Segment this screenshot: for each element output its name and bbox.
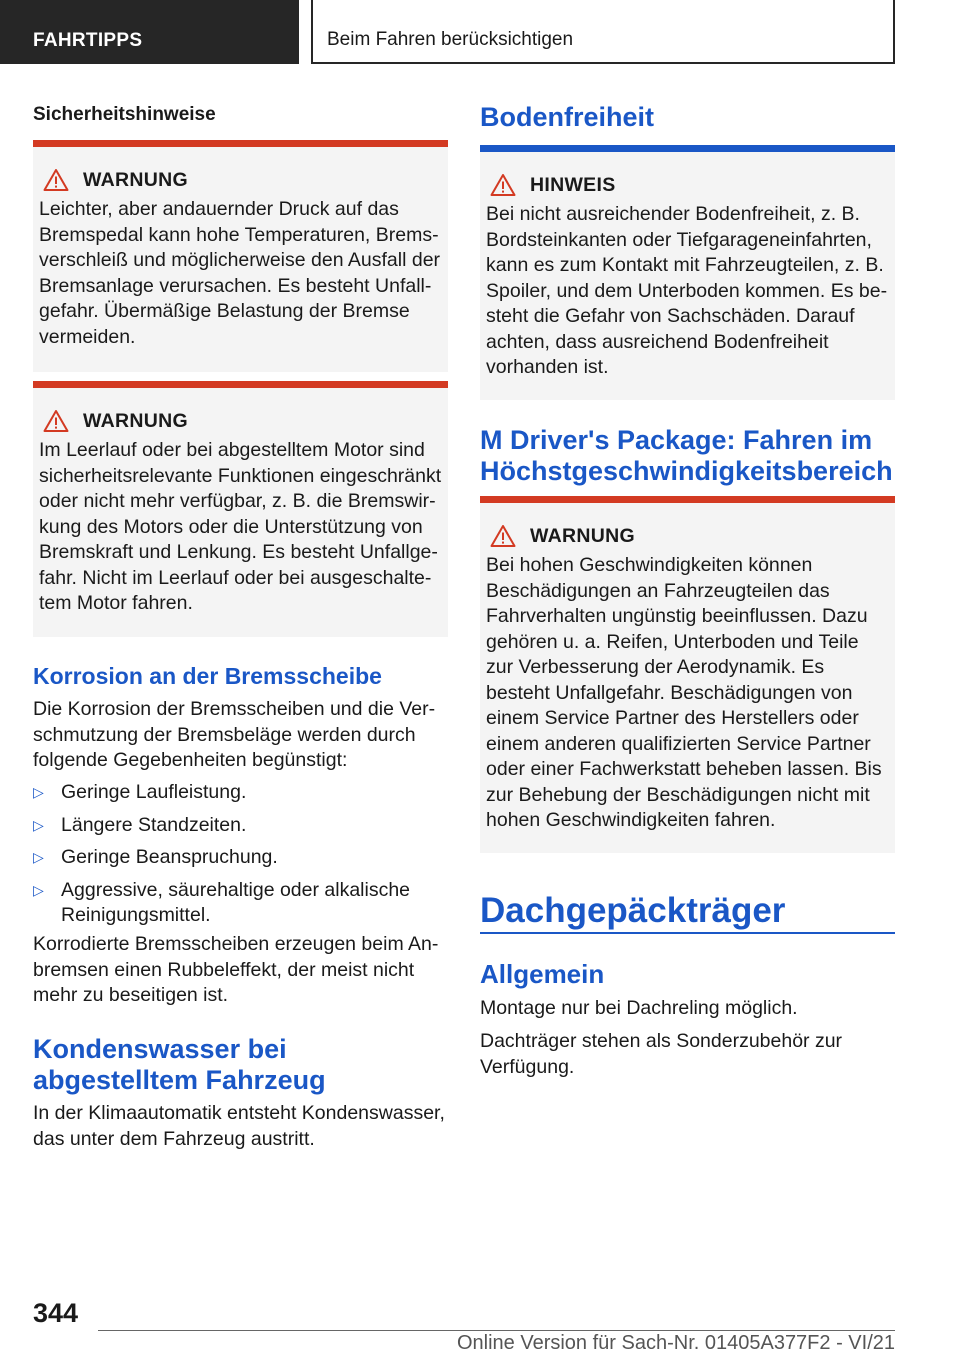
footer-rule (98, 1330, 895, 1331)
safety-heading: Sicherheitshinweise (33, 104, 216, 125)
list-item: ▷ Geringe Beanspruchung. (33, 845, 448, 871)
section-heading-dachgepaecktraeger: Dachgepäckträger (480, 891, 786, 930)
hinweis-text: Bei nicht ausreichender Bodenfreiheit, z. B. Bordsteinkanten oder Tiefgarageneinfahrten, kann es zum Kontakt mit Fahrzeugteilen, z. B. Spoiler, und dem Unterboden kommen. Es besteht die Gefahr von Sachschäden. Darauf achten, dass ausreichend Bodenfreiheit vorhanden ist. (486, 203, 888, 378)
warning-triangle-icon (43, 168, 69, 192)
section-heading-korrosion: Korrosion an der Bremsscheibe (33, 663, 382, 689)
warning-triangle-icon (490, 524, 516, 548)
bullet-triangle-icon: ▷ (33, 849, 44, 865)
korrosion-bullet-list (33, 780, 448, 936)
korrosion-intro: Die Korrosion der Bremsscheiben und die Verschmutzung der Bremsbeläge werden durch folgende Gegebenheiten begünstigt: (33, 698, 436, 771)
list-item: ▷ Längere Standzeiten. (33, 813, 448, 839)
warning-box (33, 381, 448, 637)
sub-heading-allgemein: Allgemein (480, 959, 605, 989)
bullet-triangle-icon: ▷ (33, 881, 44, 898)
kondenswasser-text: In der Klimaautomatik entsteht Kondenswasser, das unter dem Fahrzeug austritt. (33, 1102, 445, 1150)
hinweis-box (480, 145, 895, 400)
chapter-title: Beim Fahren berücksichtigen (311, 0, 895, 64)
warning-title: WARNUNG (83, 168, 189, 191)
page-number: 344 (33, 1298, 79, 1328)
warning-text: Bei hohen Geschwindigkeiten können Beschädigungen an Fahrzeugteilen das Fahrverhalten ungünstig beeinflussen. Dazu gehören u. a. Reifen, Unterboden und Teile zur Verbesserung der Aerodynamik. Es besteht Unfallgefahr. Beschädigungen von einem Service Partner des Herstellers oder einem anderen qualifizierten Service Partner oder einer Fachwerkstatt beheben lassen. Bis zur Behebung der Beschädigungen nicht mit hohen Geschwindigkeiten fahren. (486, 554, 882, 831)
heading-rule (480, 932, 895, 934)
section-heading-bodenfreiheit: Bodenfreiheit (480, 102, 655, 132)
warning-text: Leichter, aber andauernder Druck auf das Bremspedal kann hohe Temperaturen, Bremsverschleiß und möglicherweise den Ausfall der Bremsanlage verursachen. Es besteht Unfallgefahr. Übermäßige Belastung der Bremse vermeiden. (39, 198, 441, 348)
korrosion-outro: Korrodierte Bremsscheiben erzeugen beim Anbremsen einen Rubbeleffekt, der meist nicht mehr zu beseitigen ist. (33, 933, 439, 1006)
dach-text-2: Dachträger stehen als Sonderzubehör zur Verfügung. (480, 1030, 843, 1078)
warning-title: WARNUNG (530, 524, 636, 547)
warning-box (33, 140, 448, 372)
section-tab: FAHRTIPPS (0, 0, 299, 64)
footer-version-text: Online Version für Sach-Nr. 01405A377F2 - VI/21 (456, 1332, 895, 1354)
warning-triangle-icon (43, 409, 69, 433)
section-heading-m-driver: M Driver's Package: Fahren im Höchstgeschwindigkeitsbereich (480, 425, 893, 486)
warning-title: WARNUNG (83, 409, 189, 432)
list-item: ▷ Aggressive, säurehaltige oder alkalische Reinigungsmittel. (33, 878, 411, 926)
warning-text: Im Leerlauf oder bei abgestelltem Motor sind sicherheitsrelevante Funktionen eingeschränkt oder nicht mehr verfügbar, z. B. die Bremswirkung des Motors oder die Unterstützung von Bremskraft und Lenkung. Es besteht Unfallgefahr. Nicht im Leerlauf oder bei ausgeschaltetem Motor fahren. (39, 439, 442, 614)
bullet-triangle-icon: ▷ (33, 816, 44, 833)
bullet-triangle-icon: ▷ (33, 784, 44, 800)
warning-box (480, 496, 895, 853)
dach-text-1: Montage nur bei Dachreling möglich. (480, 997, 798, 1019)
hinweis-title: HINWEIS (530, 173, 616, 196)
list-item: ▷ Geringe Laufleistung. (33, 780, 448, 806)
section-heading-kondenswasser: Kondenswasser bei abgestelltem Fahrzeug (33, 1034, 326, 1095)
warning-triangle-icon (490, 173, 516, 197)
